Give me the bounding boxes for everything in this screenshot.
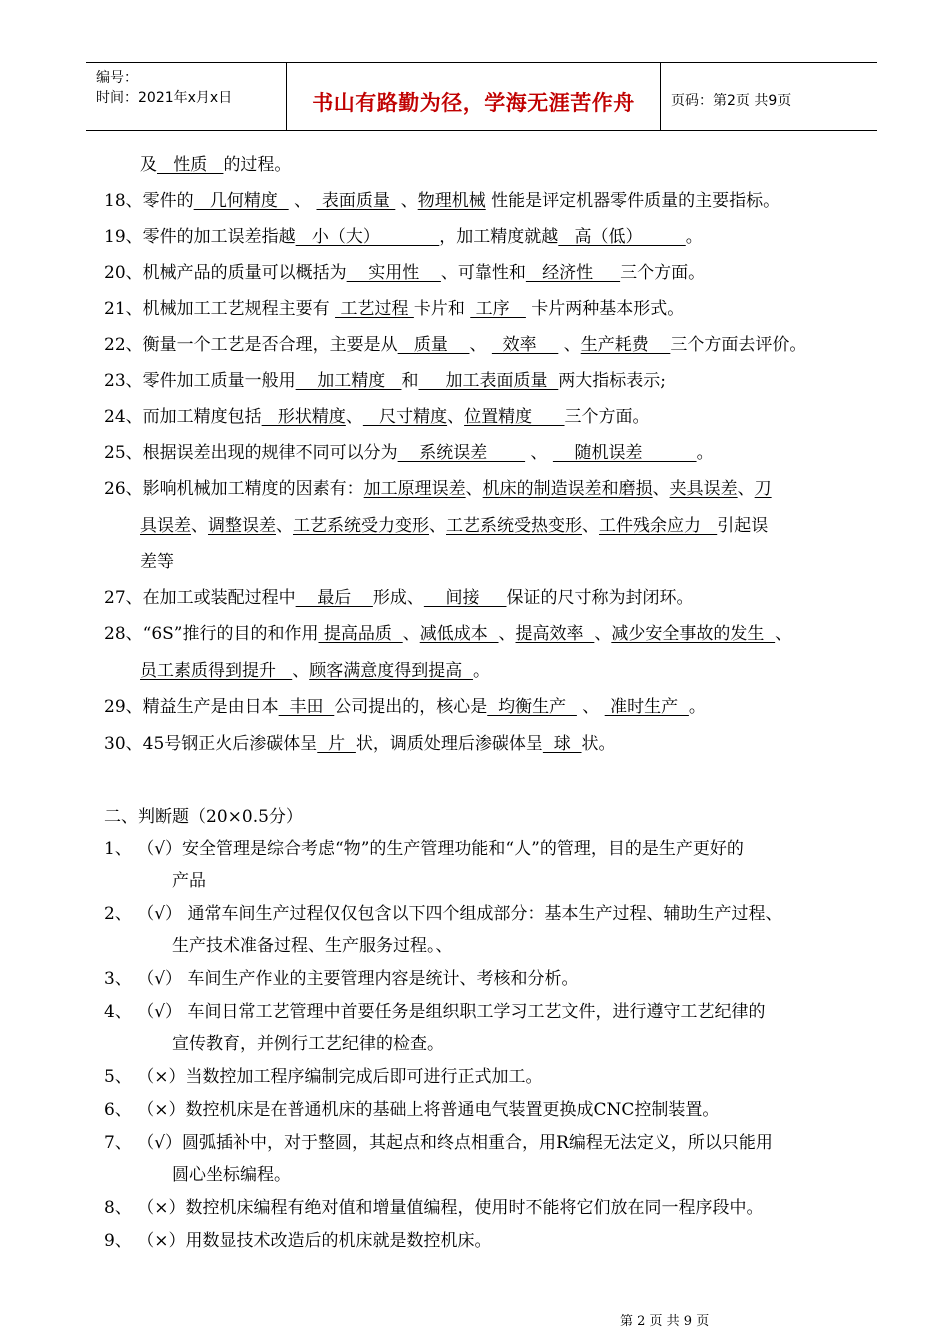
fill-in-answer: 位置精度 — [464, 407, 565, 427]
line-text: 状。 — [581, 734, 616, 754]
page-footer: 第 2 页 共 9 页 — [620, 1314, 710, 1329]
line-text: 24、而加工精度包括 — [104, 407, 262, 427]
line-text: 、 — [469, 335, 492, 355]
line-text: 性能是评定机器零件质量的主要指标。 — [485, 191, 781, 211]
header-page-number: 页码：第2页 共9页 — [671, 93, 792, 109]
line-text: 、 — [594, 624, 612, 644]
line-text: 、 — [429, 516, 446, 536]
line-text: 28、“6S”推行的目的和作用 — [104, 624, 319, 644]
fill-in-answer: 几何精度 — [193, 191, 289, 211]
text-line — [104, 478, 772, 500]
line-text: 、 — [191, 516, 208, 536]
fill-in-answer: 丰田 — [278, 697, 335, 717]
text-line — [104, 226, 703, 248]
line-text: 23、零件加工质量一般用 — [104, 371, 296, 391]
fill-in-answer: 加工表面质量 — [418, 371, 559, 391]
text-line — [104, 262, 705, 284]
text-line — [172, 935, 453, 957]
line-text: 、 — [402, 624, 420, 644]
line-text: 、 — [558, 335, 581, 355]
line-text: 2、 （√） 通常车间生产过程仅仅包含以下四个组成部分：基本生产过程、辅助生产过程、 — [104, 904, 783, 924]
fill-in-answer: 最后 — [295, 588, 373, 608]
line-text: 形成、 — [372, 588, 424, 608]
line-text: 卡片两种基本形式。 — [525, 299, 685, 319]
line-text: 、 — [288, 191, 317, 211]
line-text: 三个方面。 — [620, 263, 706, 283]
fill-in-answer: 顾客满意度得到提高 — [309, 661, 474, 681]
fill-in-answer: 减低成本 — [419, 624, 499, 644]
line-text: 卡片和 — [413, 299, 471, 319]
fill-in-answer: 加工精度 — [295, 371, 402, 391]
fill-in-answer: 经济性 — [525, 263, 621, 283]
line-text: 19、零件的加工误差指越 — [104, 227, 296, 247]
line-text: 、 — [292, 661, 310, 681]
text-line — [104, 1066, 542, 1088]
line-text: 7、 （√）圆弧插补中，对于整圆，其起点和终点相重合，用R编程无法定义，所以只能用 — [104, 1133, 773, 1153]
fill-in-answer: 工艺系统受热变形 — [446, 516, 582, 536]
text-line — [140, 551, 174, 573]
document-number-label: 编号： — [96, 70, 138, 86]
fill-in-answer: 提高效率 — [515, 624, 595, 644]
line-text: 三个方面。 — [564, 407, 650, 427]
line-text: 、 — [345, 407, 363, 427]
fill-in-answer: 员工素质得到提升 — [140, 661, 293, 681]
line-text: 26、影响机械加工精度的因素有： — [104, 479, 364, 499]
line-text: 宣传教育，并例行工艺纪律的检查。 — [172, 1034, 444, 1054]
line-text: 6、 （×）数控机床是在普通机床的基础上将普通电气装置更换成CNC控制装置。 — [104, 1100, 720, 1120]
text-line — [104, 806, 303, 828]
text-line — [104, 623, 792, 645]
text-line — [104, 1099, 719, 1121]
line-text: 二、判断题（20×0.5分） — [104, 807, 303, 827]
fill-in-answer: 提高品质 — [318, 624, 403, 644]
line-text: 30、45号钢正火后渗碳体呈 — [104, 734, 318, 754]
document-time-label: 时间：2021年x月x日 — [96, 90, 233, 106]
fill-in-answer: 实用性 — [346, 263, 441, 283]
fill-in-answer: 尺寸精度 — [362, 407, 448, 427]
text-line — [104, 1132, 773, 1154]
text-line — [104, 334, 806, 356]
line-text: 、 — [775, 624, 793, 644]
fill-in-answer: 间接 — [423, 588, 507, 608]
fill-in-answer: 夹具误差 — [669, 479, 738, 499]
text-line — [140, 660, 490, 682]
line-text: 、 — [576, 697, 605, 717]
fill-in-answer: 具误差 — [140, 516, 191, 536]
line-text: 及 — [140, 155, 157, 175]
fill-in-answer: 加工原理误差 — [363, 479, 466, 499]
line-text: 1、 （√）安全管理是综合考虑“物”的生产管理功能和“人”的管理，目的是生产更好的 — [104, 839, 744, 859]
line-text: 的过程。 — [223, 155, 292, 175]
text-line — [104, 1197, 763, 1219]
fill-in-answer: 性质 — [157, 155, 224, 175]
text-line — [104, 442, 714, 464]
text-line — [104, 406, 650, 428]
header-page-cell — [661, 63, 877, 130]
line-text: 22、衡量一个工艺是否合理，主要是从 — [104, 335, 398, 355]
fill-in-answer: 高（低） — [558, 227, 686, 247]
fill-in-answer: 表面质量 — [316, 191, 396, 211]
line-text: 3、 （√） 车间生产作业的主要管理内容是统计、考核和分析。 — [104, 969, 579, 989]
line-text: 。 — [473, 661, 491, 681]
header-motto-cell — [287, 63, 661, 130]
line-text: 公司提出的，核心是 — [334, 697, 488, 717]
line-text: 5、 （×）当数控加工程序编制完成后即可进行正式加工。 — [104, 1067, 543, 1087]
line-text: 引起误 — [717, 516, 769, 536]
header-info-cell — [86, 63, 287, 130]
line-text: 、 — [395, 191, 418, 211]
line-text: 、 — [276, 516, 293, 536]
line-text: 18、零件的 — [104, 191, 194, 211]
line-text: 两大指标表示; — [558, 371, 667, 391]
fill-in-answer: 均衡生产 — [487, 697, 577, 717]
fill-in-answer: 机床的制造误差和磨损 — [482, 479, 653, 499]
fill-in-answer: 随机误差 — [552, 443, 697, 463]
fill-in-answer: 工艺过程 — [335, 299, 414, 319]
line-text: 、 — [525, 443, 553, 463]
fill-in-answer: 准时生产 — [604, 697, 689, 717]
line-text: 8、 （×）数控机床编程有绝对值和增量值编程，使用时不能将它们放在同一程序段中。 — [104, 1198, 764, 1218]
text-line — [104, 696, 706, 718]
line-text: 、可靠性和 — [440, 263, 526, 283]
text-line — [140, 154, 291, 176]
line-text: 21、机械加工工艺规程主要有 — [104, 299, 336, 319]
line-text: ，加工精度就越 — [439, 227, 559, 247]
text-line — [104, 298, 684, 320]
fill-in-answer: 工艺系统受力变形 — [293, 516, 429, 536]
fill-in-answer: 质量 — [397, 335, 470, 355]
line-text: 、 — [652, 479, 670, 499]
line-text: 、 — [737, 479, 755, 499]
fill-in-answer: 效率 — [491, 335, 559, 355]
line-text: 生产技术准备过程、生产服务过程。、 — [172, 936, 453, 956]
text-line — [172, 1033, 444, 1055]
fill-in-answer: 减少安全事故的发生 — [611, 624, 776, 644]
fill-in-answer: 球 — [542, 734, 582, 754]
text-line — [104, 968, 578, 990]
fill-in-answer: 形状精度 — [261, 407, 346, 427]
header-motto: 书山有路勤为径，学海无涯苦作舟 — [312, 91, 635, 115]
text-line — [104, 838, 744, 860]
line-text: 产品 — [172, 871, 206, 891]
fill-in-answer: 片 — [317, 734, 356, 754]
text-line — [104, 1001, 765, 1023]
text-line — [104, 370, 666, 392]
text-line — [104, 587, 694, 609]
fill-in-answer: 刀 — [754, 479, 772, 499]
text-line — [104, 1230, 491, 1252]
fill-in-answer: 小（大） — [295, 227, 440, 247]
fill-in-answer: 调整误差 — [208, 516, 276, 536]
line-text: 、 — [582, 516, 599, 536]
line-text: 和 — [401, 371, 419, 391]
fill-in-answer: 工序 — [470, 299, 526, 319]
line-text: 20、机械产品的质量可以概括为 — [104, 263, 347, 283]
text-line — [104, 190, 780, 212]
line-text: 三个方面去评价。 — [670, 335, 807, 355]
line-text: 、 — [465, 479, 483, 499]
line-text: 27、在加工或装配过程中 — [104, 588, 296, 608]
line-text: 差等 — [140, 552, 174, 572]
fill-in-answer: 系统误差 — [397, 443, 526, 463]
line-text: 9、 （×）用数显技术改造后的机床就是数控机床。 — [104, 1231, 492, 1251]
fill-in-answer: 工件残余应力 — [599, 516, 718, 536]
line-text: 29、精益生产是由日本 — [104, 697, 279, 717]
fill-in-answer: 生产耗费 — [580, 335, 671, 355]
page-header — [86, 62, 877, 131]
fill-in-answer: 物理机械 — [417, 191, 486, 211]
line-text: 、 — [447, 407, 465, 427]
text-line — [104, 903, 782, 925]
text-line — [104, 733, 616, 755]
line-text: 4、 （√） 车间日常工艺管理中首要任务是组织职工学习工艺文件，进行遵守工艺纪律的 — [104, 1002, 766, 1022]
line-text: 。 — [696, 443, 714, 463]
line-text: 保证的尺寸称为封闭环。 — [506, 588, 694, 608]
text-line — [172, 870, 206, 892]
line-text: 。 — [685, 227, 703, 247]
text-line — [172, 1164, 291, 1186]
line-text: 状，调质处理后渗碳体呈 — [355, 734, 543, 754]
line-text: 、 — [498, 624, 516, 644]
line-text: 25、根据误差出现的规律不同可以分为 — [104, 443, 398, 463]
text-line — [140, 515, 768, 537]
line-text: 。 — [688, 697, 706, 717]
line-text: 圆心坐标编程。 — [172, 1165, 291, 1185]
